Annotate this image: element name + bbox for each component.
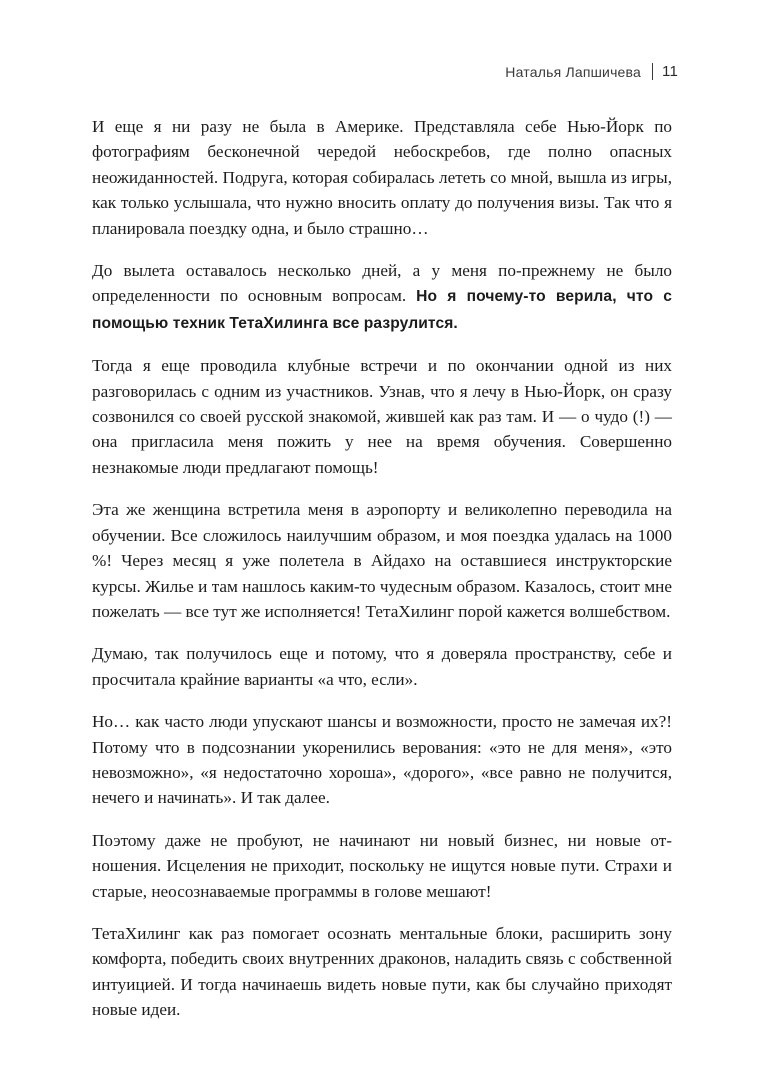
paragraph-3 xyxy=(92,353,672,480)
paragraph-4 xyxy=(92,497,672,624)
header-author: Наталья Лапшичева xyxy=(505,63,642,80)
running-header xyxy=(505,63,678,80)
paragraph-1-text: И еще я ни разу не была в Америке. Представляла себе Нью-Йорк по фотографиям бесконечной чередой небоскребов, где полно опасных неожиданностей. Подруга, которая собиралась лететь со мной, вышла из игры, как только услышала, что нужно вносить оплату до получения визы. Так что я планировала поездку одна, и было страшно… xyxy=(92,117,672,238)
paragraph-6 xyxy=(92,709,672,811)
paragraph-3-text: Тогда я еще проводила клубные встречи и по окончании одной из них разговорилась с одним из участников. Узнав, что я лечу в Нью-Йорк, он сразу созвонился со своей русской знакомой, жившей как раз там. И — о чудо (!) — она пригласила меня пожить у нее на время обучения. Совершенно незнакомые люди предлагают помощь! xyxy=(92,356,672,477)
paragraph-6-text: Но… как часто люди упускают шансы и возможности, просто не замечая их?! Потому что в подсознании укоренились верования: «это не для меня», «это невозможно», «я недостаточно хороша», «дорого», «все равно не получится, нечего и начинать». И так далее. xyxy=(92,712,672,808)
paragraph-7 xyxy=(92,828,672,904)
paragraph-5-text: Думаю, так получилось еще и потому, что я доверяла пространству, себе и просчитала крайние варианты «а что, если». xyxy=(92,644,672,689)
page-number: 11 xyxy=(662,63,678,80)
paragraph-4-text: Эта же женщина встретила меня в аэропорту и великолепно переводила на обучении. Все сложилось наилучшим образом, и моя поездка удалась на 1000 %! Через месяц я уже полетела в Айдахо на оставшиеся инструкторские курсы. Жилье и там нашлось каким-то чудесным образом. Казалось, стоит мне пожелать — все тут же исполняется! ТетаХилинг порой кажется волшебством. xyxy=(92,500,672,621)
paragraph-8-text: ТетаХилинг как раз помогает осознать ментальные блоки, расширить зону комфорта, победить своих внутренних драконов, наладить связь с собственной интуицией. И тогда начинаешь видеть новые пути, как бы случайно приходят новые идеи. xyxy=(92,923,672,1020)
paragraph-8 xyxy=(92,921,672,1023)
paragraph-5 xyxy=(92,641,672,692)
paragraph-2-bold: Но я почему-то верила, что с помощью техник ТетаХилинга все разрулится. xyxy=(92,288,672,332)
paragraph-2-text: До вылета оставалось несколько дней, а у меня по-прежнему не было определенности по основным вопросам. xyxy=(92,261,672,306)
header-divider xyxy=(652,63,653,80)
paragraph-7-text: Поэтому даже не пробуют, не начинают ни новый бизнес, ни новые отношения. Исцеления не приходит, поскольку не ищутся новые пути. Страхи и старые, неосознаваемые программы в голове мешают! xyxy=(92,830,672,901)
body-text xyxy=(92,114,672,1040)
paragraph-1 xyxy=(92,114,672,241)
paragraph-2 xyxy=(92,258,672,336)
